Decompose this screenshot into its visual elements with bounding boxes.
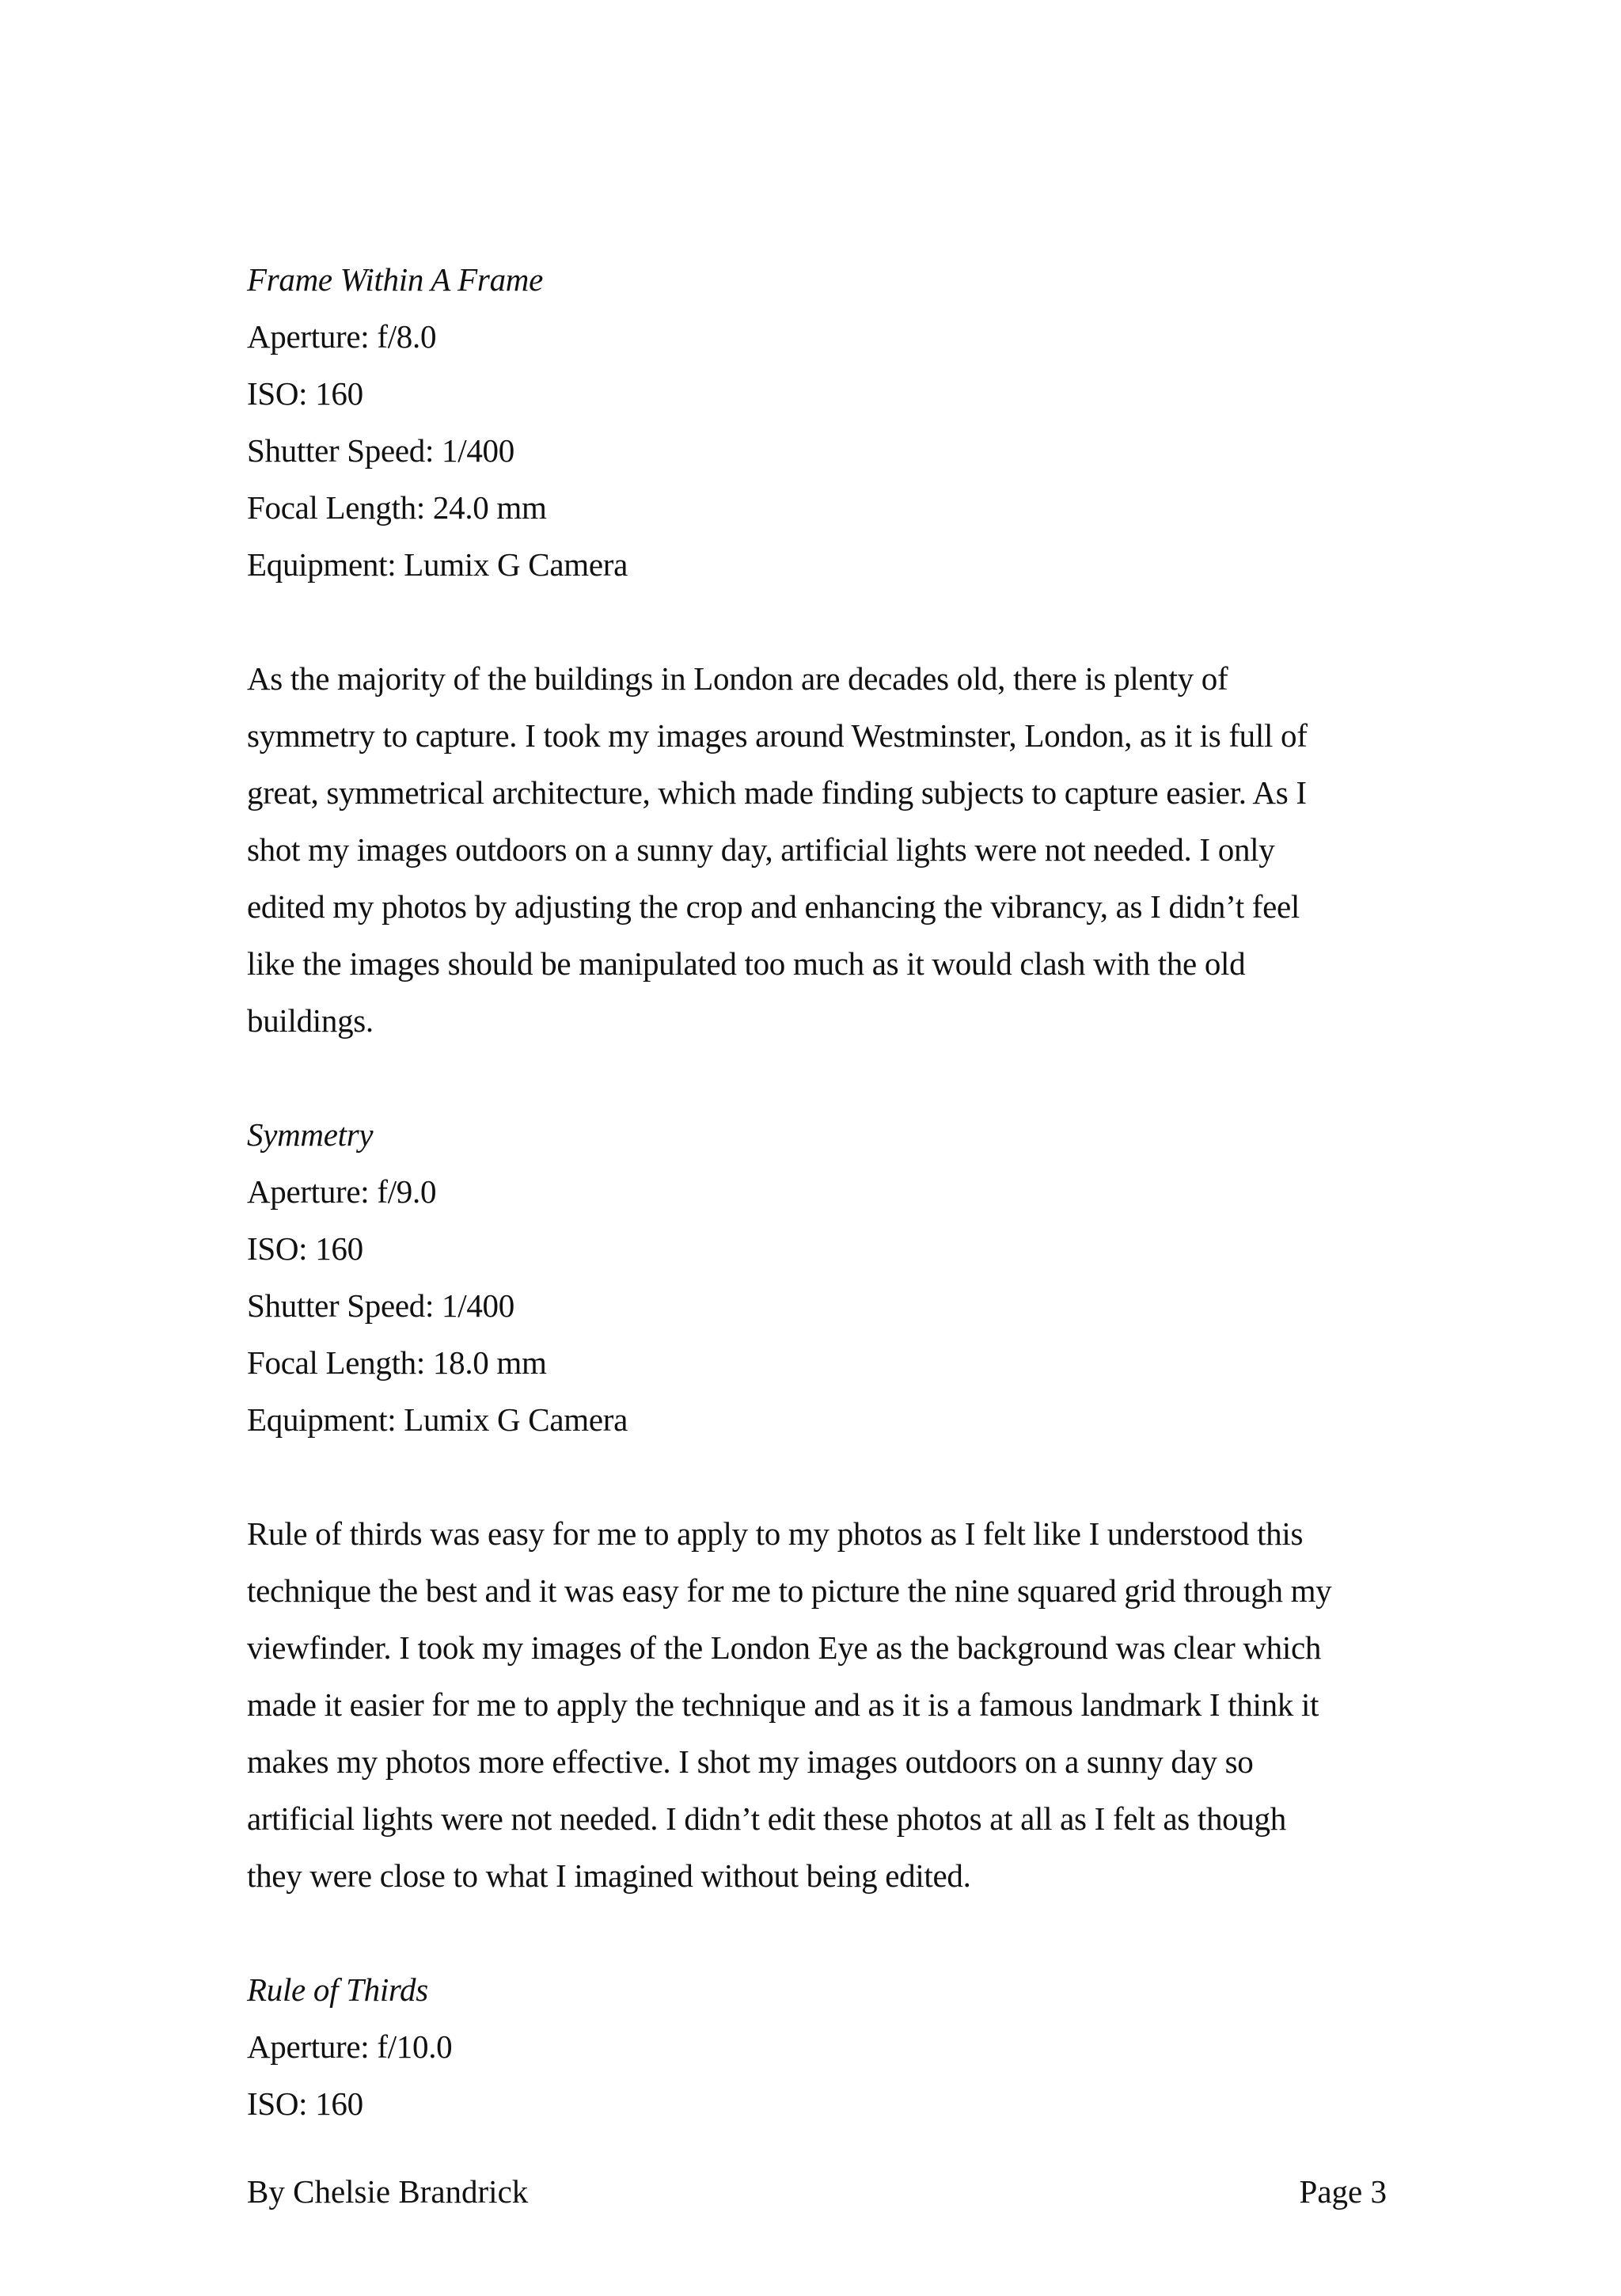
paragraph-line: they were close to what I imagined without being edited.: [247, 1857, 971, 1894]
paragraph-line: buildings.: [247, 1002, 374, 1039]
paragraph-line: symmetry to capture. I took my images around Westminster, London, as it is full of: [247, 717, 1308, 754]
paragraph-line: viewfinder. I took my images of the London Eye as the background was clear which: [247, 1629, 1322, 1666]
section-title-frame-within-a-frame: Frame Within A Frame: [247, 261, 543, 298]
paragraph-line: shot my images outdoors on a sunny day, artificial lights were not needed. I only: [247, 831, 1275, 868]
paragraph-line: edited my photos by adjusting the crop and enhancing the vibrancy, as I didn’t feel: [247, 888, 1300, 925]
paragraph-line: makes my photos more effective. I shot my images outdoors on a sunny day so: [247, 1743, 1254, 1780]
iso-setting: ISO: 160: [247, 2085, 363, 2122]
equipment-setting: Equipment: Lumix G Camera: [247, 1401, 628, 1438]
paragraph-line: like the images should be manipulated too much as it would clash with the old: [247, 945, 1246, 982]
footer-page-number: Page 3: [1299, 2173, 1387, 2210]
focal-length-setting: Focal Length: 18.0 mm: [247, 1344, 547, 1381]
iso-setting: ISO: 160: [247, 1230, 363, 1267]
paragraph-spacer: [247, 593, 1387, 650]
paragraph-line: great, symmetrical architecture, which made finding subjects to capture easier. As I: [247, 774, 1307, 811]
document-body: [247, 251, 1387, 2132]
aperture-setting: Aperture: f/9.0: [247, 1173, 437, 1210]
paragraph-line: made it easier for me to apply the technique and as it is a famous landmark I think it: [247, 1686, 1319, 1723]
iso-setting: ISO: 160: [247, 375, 363, 412]
paragraph-spacer: [247, 1448, 1387, 1505]
paragraph-line: artificial lights were not needed. I didn’t edit these photos at all as I felt as though: [247, 1800, 1286, 1837]
paragraph-line: As the majority of the buildings in London are decades old, there is plenty of: [247, 660, 1228, 697]
shutter-speed-setting: Shutter Speed: 1/400: [247, 432, 514, 469]
paragraph-symmetry-description: [247, 650, 1387, 1049]
footer-author: By Chelsie Brandrick: [247, 2173, 529, 2210]
paragraph-line: Rule of thirds was easy for me to apply to my photos as I felt like I understood this: [247, 1515, 1304, 1552]
page-footer: [247, 2168, 1387, 2215]
paragraph-rule-of-thirds-description: [247, 1505, 1387, 1904]
paragraph-spacer: [247, 1049, 1387, 1106]
paragraph-line: technique the best and it was easy for me to picture the nine squared grid through my: [247, 1572, 1332, 1609]
section-title-rule-of-thirds: Rule of Thirds: [247, 1971, 428, 2008]
shutter-speed-setting: Shutter Speed: 1/400: [247, 1287, 514, 1324]
paragraph-spacer: [247, 1904, 1387, 1961]
equipment-setting: Equipment: Lumix G Camera: [247, 546, 628, 583]
focal-length-setting: Focal Length: 24.0 mm: [247, 489, 547, 526]
aperture-setting: Aperture: f/10.0: [247, 2028, 453, 2065]
section-title-symmetry: Symmetry: [247, 1116, 374, 1153]
aperture-setting: Aperture: f/8.0: [247, 318, 437, 355]
